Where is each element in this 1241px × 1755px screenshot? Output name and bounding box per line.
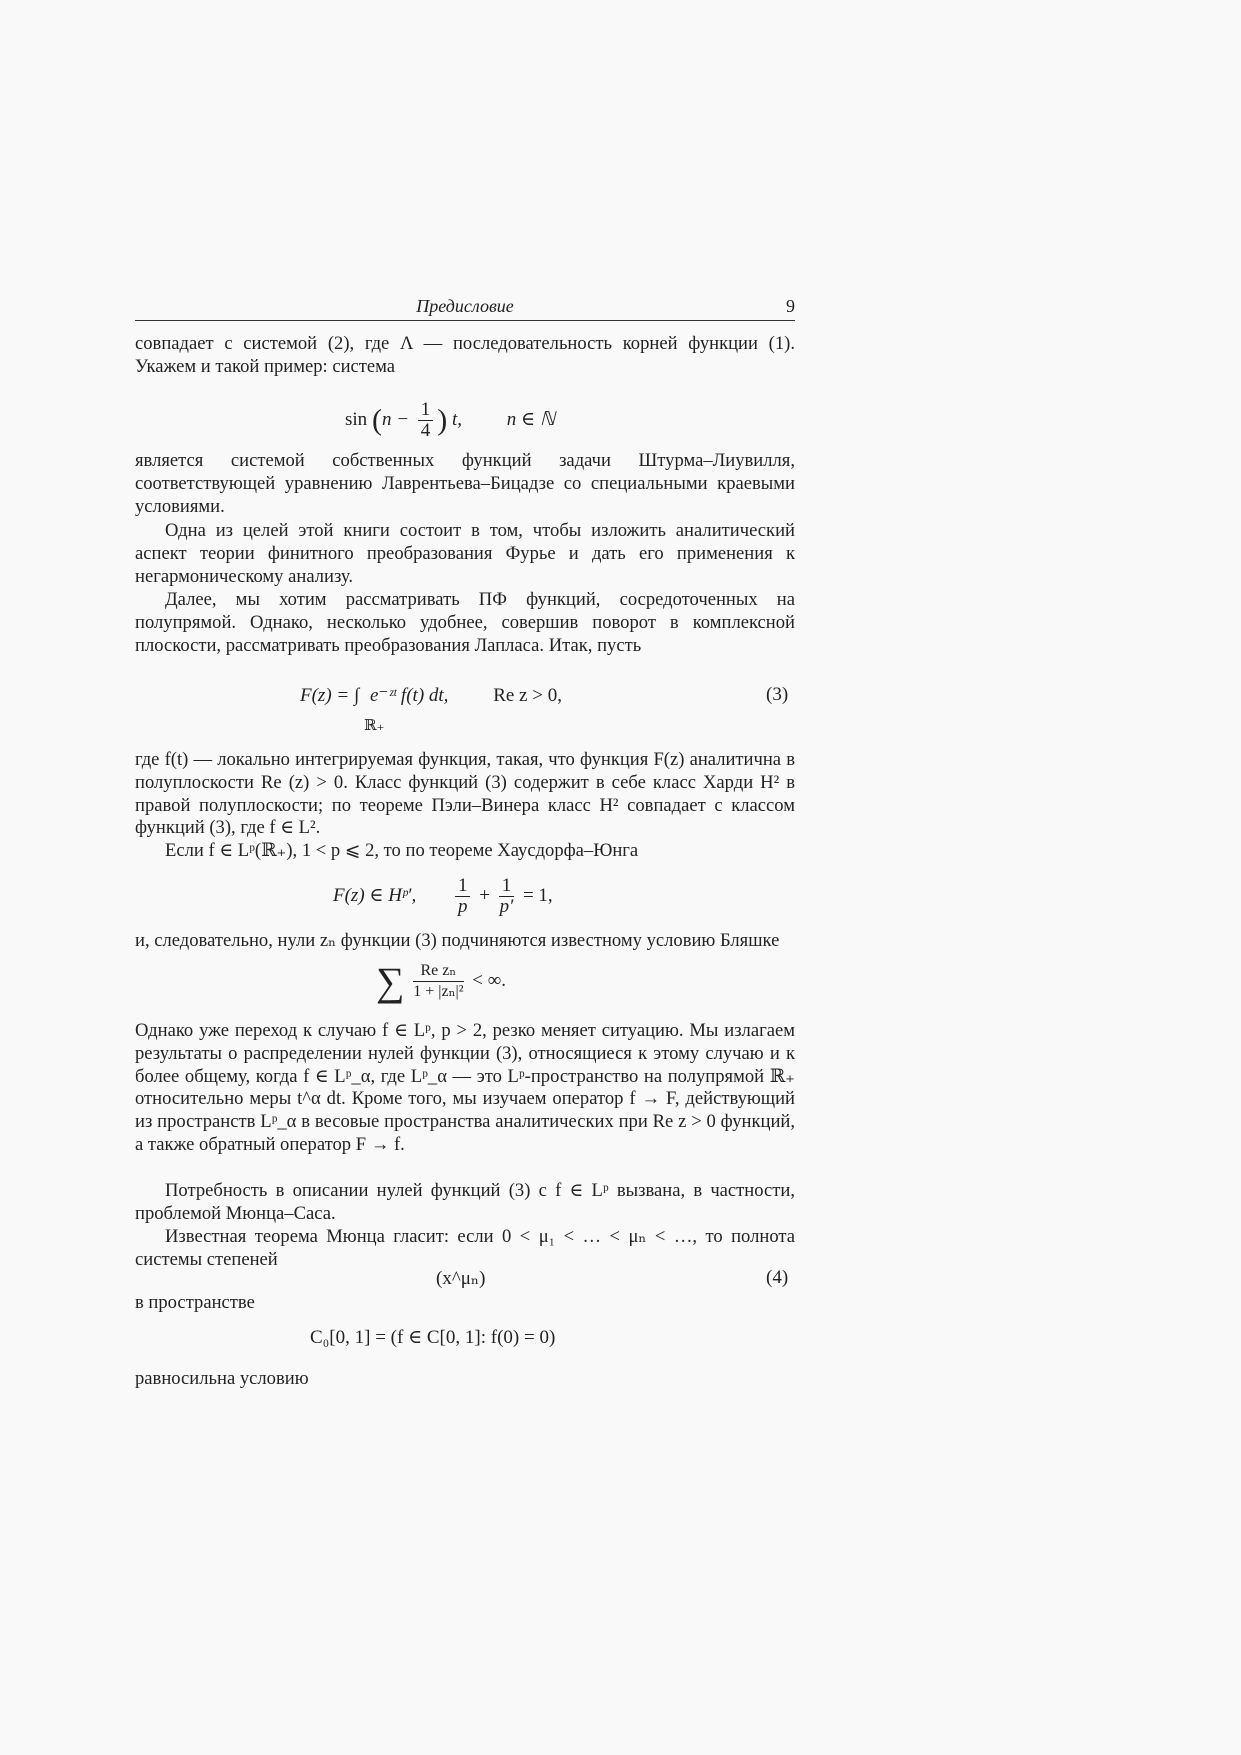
paragraph-8: Однако уже переход к случаю f ∈ Lᵖ, p > 2, резко меняет ситуацию. Мы излагаем результаты о распределении нулей функции (3), относящиеся к этому случаю и к более общему, когда f ∈ Lᵖ_α, где Lᵖ_α — это Lᵖ-пространство на полупрямой ℝ₊ относительно меры t^α dt. Кроме того, мы изучаем оператор f → F, действующий из пространств Lᵖ_α в весовые пространства аналитических при Re z > 0 функций, а также обратный оператор F → f. (135, 1020, 795, 1155)
formula-3-cond: Re z > 0, (493, 685, 562, 706)
formula-blaschke-frac (413, 961, 463, 1002)
page-header (135, 292, 795, 321)
formula-sin (345, 400, 555, 441)
paragraph-10: Известная теорема Мюнца гласит: если 0 < μ₁ < … < μₙ < …, то полнота системы степеней (135, 1226, 795, 1270)
paragraph-3: Одна из целей этой книги состоит в том, чтобы изложить аналитический аспект теории финитного преобразования Фурье и дать его применения к негармоническому анализу. (135, 520, 795, 587)
formula-3-lhs: F(z) = ∫ (300, 685, 360, 706)
formula-3-sub: ℝ₊ (364, 718, 385, 734)
page-number: 9 (786, 296, 795, 316)
formula-hy-frac2-den: p′ (499, 896, 514, 917)
formula-sin-paren-open: ( (371, 403, 382, 437)
paragraph-1: совпадает с системой (2), где Λ — последовательность корней функции (1). Укажем и такой пример: система (135, 333, 795, 377)
formula-blaschke-rhs: < ∞. (472, 969, 507, 991)
paragraph-12: равносильна условию (135, 1368, 309, 1389)
formula-hy-frac2-num: 1 (499, 876, 515, 897)
formula-hausdorff-young (333, 876, 553, 917)
running-title: Предисловие (416, 296, 514, 316)
formula-c0: C₀[0, 1] = (f ∈ C[0, 1]: f(0) = 0) (310, 1327, 556, 1348)
paragraph-6: Если f ∈ Lᵖ(ℝ₊), 1 < p ⩽ 2, то по теореме Хаусдорфа–Юнга (165, 840, 639, 861)
formula-hy-frac1-den: p (457, 896, 468, 917)
formula-sin-n: n − (381, 408, 414, 430)
formula-3 (300, 684, 562, 707)
paragraph-7: и, следовательно, нули zₙ функции (3) подчиняются известному условию Бляшке (135, 930, 780, 951)
formula-blaschke-den: 1 + |zₙ|² (413, 983, 464, 1000)
formula-3-rhs: e⁻ᶻᵗ f(t) dt, (369, 685, 449, 706)
formula-hy-lhs: F(z) ∈ Hᵖ′, (333, 884, 417, 906)
formula-hy-frac1 (455, 876, 471, 917)
formula-sin-frac-num: 1 (418, 400, 434, 421)
formula-sin-cond: n ∈ ℕ (506, 408, 556, 430)
formula-hy-frac1-num: 1 (455, 876, 471, 897)
formula-sin-paren-close: ) (437, 403, 448, 437)
paragraph-2: является системой собственных функций задачи Штурма–Лиувилля, соответствующей уравнению Лаврентьева–Бицадзе со специальными краевыми условиями. (135, 450, 795, 517)
formula-blaschke (376, 958, 506, 1005)
equation-number-4: (4) (766, 1267, 789, 1288)
formula-hy-plus: + (479, 884, 490, 906)
paragraph-11: в пространстве (135, 1292, 255, 1313)
equation-number-3: (3) (766, 684, 789, 705)
formula-sin-t: t, (452, 408, 463, 430)
formula-blaschke-sum: ∑ (376, 959, 405, 1004)
formula-blaschke-num: Re zₙ (413, 961, 463, 982)
paragraph-4: Далее, мы хотим рассматривать ПФ функций, сосредоточенных на полупрямой. Однако, несколько удобнее, совершив поворот в комплексной плоскости, рассматривать преобразования Лапласа. Итак, пусть (135, 589, 795, 656)
formula-sin-frac (418, 400, 434, 441)
paragraph-5: где f(t) — локально интегрируемая функция, такая, что функция F(z) аналитична в полуплоскости Re (z) > 0. Класс функций (3) содержит в себе класс Харди H² в правой полуплоскости; по теореме Пэли–Винера класс H² совпадает с классом функций (3), где f ∈ L². (135, 749, 795, 839)
formula-sin-fn: sin (345, 408, 368, 430)
formula-hy-frac2 (499, 876, 515, 917)
formula-sin-frac-den: 4 (420, 420, 431, 441)
paragraph-9: Потребность в описании нулей функций (3) с f ∈ Lᵖ вызвана, в частности, проблемой Мюнца–Саса. (135, 1180, 795, 1224)
formula-4: (x^μₙ) (436, 1268, 486, 1289)
formula-hy-rhs: = 1, (522, 884, 553, 906)
